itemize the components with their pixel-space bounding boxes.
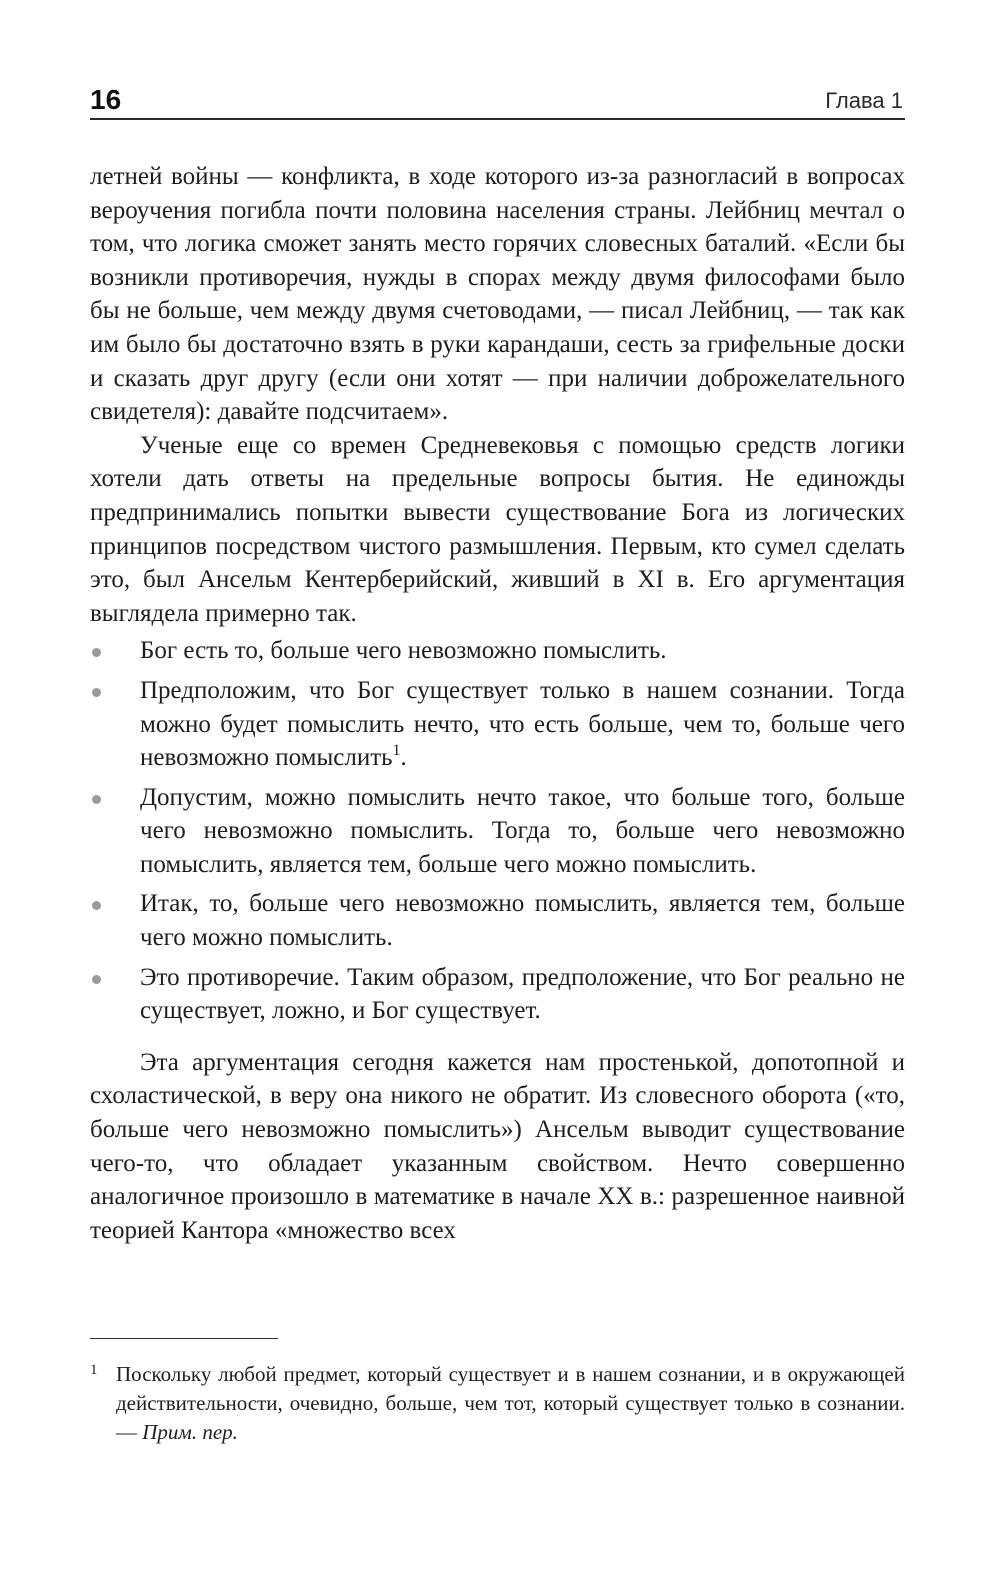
- list-item: [90, 887, 905, 954]
- list-item-text: Предположим, что Бог существует только в нашем сознании. Тогда можно будет помыслить нечто, что есть больше, чем то, больше чего невозможно помыслить: [140, 676, 905, 772]
- list-item-text: Бог есть то, больше чего невозможно помыслить.: [140, 637, 667, 665]
- footnote-text-block: [116, 1360, 905, 1447]
- paragraph: Ученые еще со времен Средневековья с помощью средств логики хотели дать ответы на предельные вопросы бытия. Не единожды предпринимались попытки вывести существование Бога из логических принципов посредством чистого размышления. Первым, кто сумел сделать это, был Ансельм Кентерберийский, живший в XI в. Его аргументация выглядела примерно так.: [90, 431, 905, 627]
- running-header: [90, 84, 905, 120]
- paragraph: Эта аргументация сегодня кажется нам простенькой, допотопной и схоластической, в веру она никого не обратит. Из словесного оборота («то, больше чего невозможно помыслить») Ансельм выводит существование чего-то, что обладает указанным свойством. Нечто совершенно аналогичное произошло в математике в начале XX в.: разрешенное наивной теорией Кантора «множество всех: [90, 1048, 905, 1244]
- footnote: [90, 1360, 905, 1447]
- list-item-text: Допустим, можно помыслить нечто такое, что больше того, больше чего невозможно помыслить. Тогда то, больше чего невозможно помыслить, является тем, больше чего можно помыслить.: [140, 783, 905, 878]
- list-item: [90, 674, 905, 775]
- page-number: 16: [90, 84, 122, 115]
- footnote-divider: [90, 1338, 278, 1339]
- list-item: [90, 781, 905, 882]
- chapter-label: Глава 1: [825, 88, 903, 113]
- bullet-icon: [92, 901, 101, 910]
- list-item-text: Итак, то, больше чего невозможно помыслить, является тем, больше чего можно помыслить.: [140, 890, 905, 952]
- main-text: [90, 160, 905, 1247]
- bullet-icon: [92, 648, 101, 657]
- footnote-marker: 1: [90, 1362, 98, 1378]
- bullet-icon: [92, 795, 101, 804]
- translator-note: Прим. пер.: [142, 1420, 238, 1444]
- argument-list: [90, 634, 905, 1028]
- list-item-punctuation: .: [400, 744, 407, 772]
- list-item: [90, 634, 905, 668]
- footnote-reference[interactable]: 1: [392, 742, 401, 760]
- bullet-icon: [92, 688, 101, 697]
- paragraph: летней войны — конфликта, в ходе которого из-за разногласий в вопросах вероучения погибла почти половина населения страны. Лейбниц мечтал о том, что логика сможет занять место горячих словесных баталий. «Если бы возникли противоречия, нужды в спорах между двумя философами было бы не больше, чем между двумя счетоводами, — писал Лейбниц, — так как им было бы достаточно взять в руки карандаши, сесть за грифельные доски и сказать друг другу (если они хотят — при наличии доброжелательного свидетеля): давайте подсчитаем».: [90, 163, 905, 426]
- list-item-text: Это противоречие. Таким образом, предположение, что Бог реально не существует, ложно, и Бог существует.: [140, 963, 905, 1025]
- list-item: [90, 961, 905, 1028]
- bullet-icon: [92, 975, 101, 984]
- footnote-text: Поскольку любой предмет, который существует и в нашем сознании, и в окружающей действительности, очевидно, больше, чем тот, который существует только в сознании. —: [116, 1362, 905, 1444]
